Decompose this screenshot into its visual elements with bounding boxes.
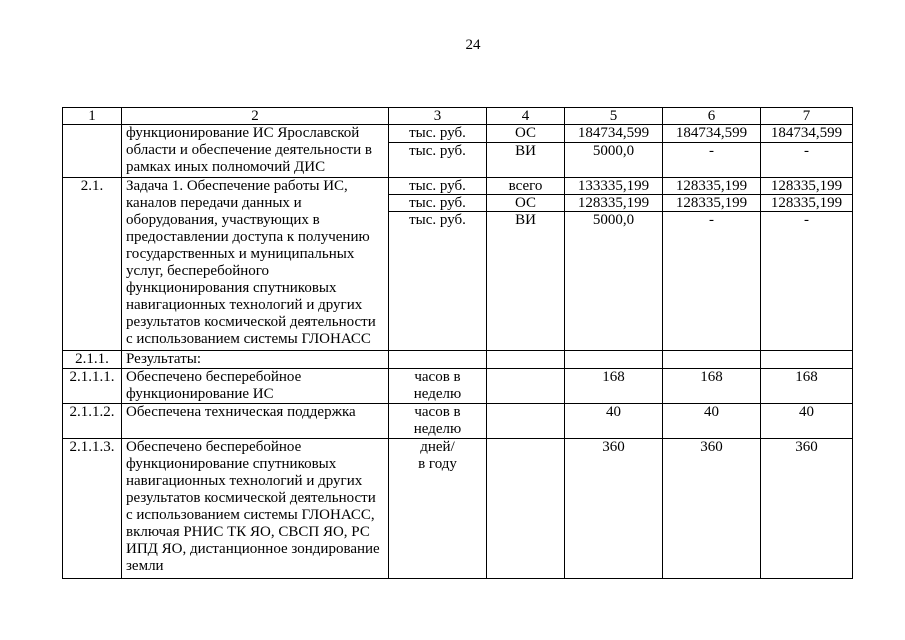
source-cell: ВИ — [487, 143, 565, 178]
description-cell — [122, 125, 389, 178]
source-cell: ОС — [487, 195, 565, 212]
description-cell — [122, 178, 389, 351]
value-cell-5: 168 — [565, 369, 663, 404]
value-cell-7: - — [761, 212, 853, 351]
value-cell-6: 360 — [663, 439, 761, 579]
header-col-1: 1 — [63, 108, 122, 125]
header-col-2: 2 — [122, 108, 389, 125]
description-line: результатов космической деятельности — [126, 314, 376, 330]
description-line: функционирования спутниковых — [126, 280, 337, 296]
description-line: функционирование ИС — [126, 386, 274, 402]
value-cell-6 — [663, 351, 761, 369]
value-cell-5: 128335,199 — [565, 195, 663, 212]
description-line: услуг, бесперебойного — [126, 263, 270, 279]
value-cell-5 — [565, 351, 663, 369]
value-cell-6: 184734,599 — [663, 125, 761, 143]
row-number-cell: 2.1.1. — [63, 351, 122, 369]
value-cell-5: 5000,0 — [565, 212, 663, 351]
header-col-4: 4 — [487, 108, 565, 125]
description-line: каналов передачи данных и — [126, 195, 302, 211]
description-line: Обеспечена техническая поддержка — [126, 404, 356, 420]
description-line: Обеспечено бесперебойное — [126, 369, 302, 385]
header-col-6: 6 — [663, 108, 761, 125]
unit-cell: тыс. руб. — [389, 195, 487, 212]
row-number-cell — [63, 125, 122, 178]
description-line: земли — [126, 558, 164, 574]
description-line: Задача 1. Обеспечение работы ИС, — [126, 178, 348, 194]
value-cell-6: 168 — [663, 369, 761, 404]
description-line: результатов космической деятельности — [126, 490, 376, 506]
value-cell-5: 360 — [565, 439, 663, 579]
description-line: навигационных технологий и других — [126, 297, 363, 313]
description-cell — [122, 369, 389, 404]
description-cell — [122, 404, 389, 439]
unit-cell: тыс. руб. — [389, 178, 487, 195]
header-col-3: 3 — [389, 108, 487, 125]
value-cell-6: 40 — [663, 404, 761, 439]
value-cell-5: 184734,599 — [565, 125, 663, 143]
description-line: государственных и муниципальных — [126, 246, 355, 262]
value-cell-7: 184734,599 — [761, 125, 853, 143]
description-line: с использованием системы ГЛОНАСС, — [126, 507, 375, 523]
unit-line: неделю — [413, 386, 462, 402]
row-number-cell: 2.1. — [63, 178, 122, 351]
unit-cell: тыс. руб. — [389, 212, 487, 351]
value-cell-5: 40 — [565, 404, 663, 439]
unit-line: в году — [418, 456, 457, 472]
unit-cell — [389, 439, 487, 579]
value-cell-6: 128335,199 — [663, 195, 761, 212]
description-line: предоставлении доступа к получению — [126, 229, 370, 245]
unit-cell: тыс. руб. — [389, 125, 487, 143]
source-cell: ОС — [487, 125, 565, 143]
description-line: ИПД ЯО, дистанционное зондирование — [126, 541, 380, 557]
row-number-cell: 2.1.1.3. — [63, 439, 122, 579]
value-cell-5: 5000,0 — [565, 143, 663, 178]
value-cell-7: 128335,199 — [761, 195, 853, 212]
value-cell-7: 128335,199 — [761, 178, 853, 195]
value-cell-7 — [761, 351, 853, 369]
unit-line: неделю — [413, 421, 462, 437]
program-table — [62, 107, 853, 579]
description-line: с использованием системы ГЛОНАСС — [126, 331, 371, 347]
page-number: 24 — [465, 37, 481, 53]
value-cell-5: 133335,199 — [565, 178, 663, 195]
value-cell-6: 128335,199 — [663, 178, 761, 195]
source-cell: ВИ — [487, 212, 565, 351]
unit-cell: тыс. руб. — [389, 143, 487, 178]
description-line: Обеспечено бесперебойное — [126, 439, 302, 455]
description-line: оборудования, участвующих в — [126, 212, 320, 228]
table-row — [63, 351, 853, 369]
value-cell-7: - — [761, 143, 853, 178]
description-line: рамках иных полномочий ДИС — [126, 159, 326, 175]
unit-cell — [389, 369, 487, 404]
source-cell — [487, 439, 565, 579]
source-cell — [487, 369, 565, 404]
row-number-cell: 2.1.1.2. — [63, 404, 122, 439]
description-line: функционирование спутниковых — [126, 456, 337, 472]
header-row — [63, 108, 853, 125]
value-cell-7: 40 — [761, 404, 853, 439]
source-cell: всего — [487, 178, 565, 195]
description-line: включая РНИС ТК ЯО, СВСП ЯО, РС — [126, 524, 370, 540]
unit-line: часов в — [414, 404, 461, 420]
unit-line: дней/ — [420, 439, 455, 455]
table-row — [63, 369, 853, 404]
unit-line: часов в — [414, 369, 461, 385]
value-cell-7: 168 — [761, 369, 853, 404]
unit-cell — [389, 404, 487, 439]
source-cell — [487, 351, 565, 369]
description-cell — [122, 351, 389, 369]
header-col-5: 5 — [565, 108, 663, 125]
table-row — [63, 404, 853, 439]
value-cell-6: - — [663, 212, 761, 351]
source-cell — [487, 404, 565, 439]
table-row — [63, 125, 853, 143]
unit-cell — [389, 351, 487, 369]
table-row — [63, 178, 853, 195]
header-col-7: 7 — [761, 108, 853, 125]
description-line: области и обеспечение деятельности в — [126, 142, 372, 158]
description-line: Результаты: — [126, 351, 201, 367]
description-cell — [122, 439, 389, 579]
row-number-cell: 2.1.1.1. — [63, 369, 122, 404]
description-line: функционирование ИС Ярославской — [126, 125, 360, 141]
table-row — [63, 439, 853, 579]
value-cell-7: 360 — [761, 439, 853, 579]
description-line: навигационных технологий и других — [126, 473, 363, 489]
value-cell-6: - — [663, 143, 761, 178]
